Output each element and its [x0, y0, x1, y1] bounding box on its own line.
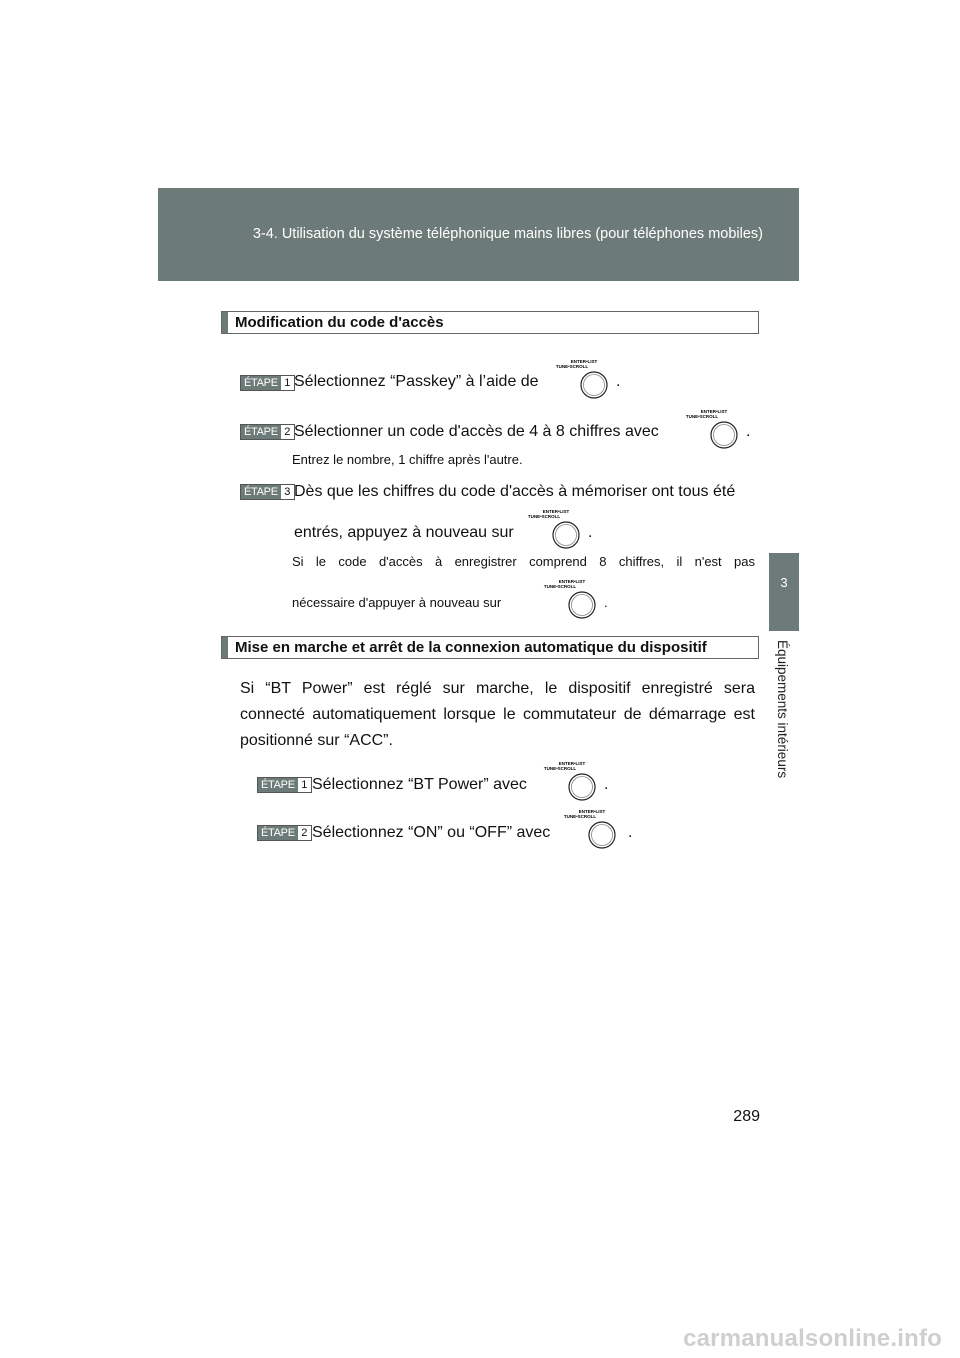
chapter-header — [158, 188, 799, 281]
section-heading-text: Modification du code d'accès — [235, 314, 444, 331]
chapter-tab-label-text: Équipements intérieurs — [775, 640, 790, 779]
section-heading-auto-connect — [221, 636, 759, 659]
step-end: . — [616, 373, 621, 390]
step-text: Sélectionnez “BT Power” avec — [312, 776, 527, 793]
step-badge: ÉTAPE 1 — [240, 375, 295, 391]
step-badge: ÉTAPE 2 — [240, 424, 295, 440]
chapter-title: 3-4. Utilisation du système téléphonique mains libres (pour téléphones mobiles) — [252, 226, 763, 242]
dial-label-1: ENTER•LIST — [700, 409, 728, 414]
dial-label-2: TUNE•SCROLL — [543, 584, 577, 589]
step-end: . — [604, 776, 609, 793]
tune-scroll-knob-icon — [563, 808, 616, 852]
section-heading-text: Mise en marche et arrêt de la connexion automatique du dispositif — [235, 639, 707, 656]
dial-label-1: ENTER•LIST — [558, 579, 586, 584]
tune-scroll-knob-icon — [685, 408, 738, 452]
dial-label-1: ENTER•LIST — [542, 509, 570, 514]
dial-label-2: TUNE•SCROLL — [563, 814, 597, 819]
heading-accent-bar — [222, 312, 228, 333]
dial-label-1: ENTER•LIST — [578, 809, 606, 814]
watermark: carmanualsonline.info — [683, 1325, 942, 1352]
dial-label-2: TUNE•SCROLL — [543, 766, 577, 771]
step-badge: ÉTAPE 2 — [257, 825, 312, 841]
tune-scroll-knob-icon — [527, 508, 580, 552]
step-text-continued: entrés, appuyez à nouveau sur — [294, 524, 514, 541]
step-badge: ÉTAPE 3 — [240, 484, 295, 500]
dial-label-1: ENTER•LIST — [570, 359, 598, 364]
tune-scroll-knob-icon — [543, 760, 596, 804]
step-note: Si le code d'accès à enregistrer comprend 8 chiffres, il n'est pas — [292, 554, 755, 569]
page-number: 289 — [733, 1108, 760, 1125]
step-text: Sélectionner un code d'accès de 4 à 8 chiffres avec — [294, 423, 659, 440]
dial-label-2: TUNE•SCROLL — [685, 414, 719, 419]
chapter-tab-number: 3 — [780, 575, 788, 590]
dial-label-2: TUNE•SCROLL — [527, 514, 561, 519]
step-note-continued: nécessaire d'appuyer à nouveau sur — [292, 595, 502, 610]
section-paragraph: Si “BT Power” est réglé sur marche, le dispositif enregistré sera connecté automatiquement lorsque le commutateur de démarrage est positionné sur “ACC”. — [240, 680, 755, 749]
dial-label-1: ENTER•LIST — [558, 761, 586, 766]
heading-accent-bar — [222, 637, 228, 658]
step-badge: ÉTAPE 1 — [257, 777, 312, 793]
step-end: . — [746, 423, 751, 440]
tune-scroll-knob-icon — [555, 358, 608, 402]
chapter-tab — [769, 553, 799, 631]
step-note: Entrez le nombre, 1 chiffre après l'autre. — [292, 452, 523, 467]
tune-scroll-knob-icon — [543, 578, 596, 622]
step-end: . — [628, 824, 633, 841]
section-heading-passkey — [221, 311, 759, 334]
step-text: Sélectionnez “Passkey” à l’aide de — [294, 373, 539, 390]
dial-label-2: TUNE•SCROLL — [555, 364, 589, 369]
step-text: Sélectionnez “ON” ou “OFF” avec — [312, 824, 551, 841]
chapter-tab-label — [769, 640, 799, 785]
step-end: . — [588, 524, 593, 541]
step-text: Dès que les chiffres du code d'accès à mémoriser ont tous été — [294, 483, 736, 500]
step-note-end: . — [604, 595, 608, 610]
